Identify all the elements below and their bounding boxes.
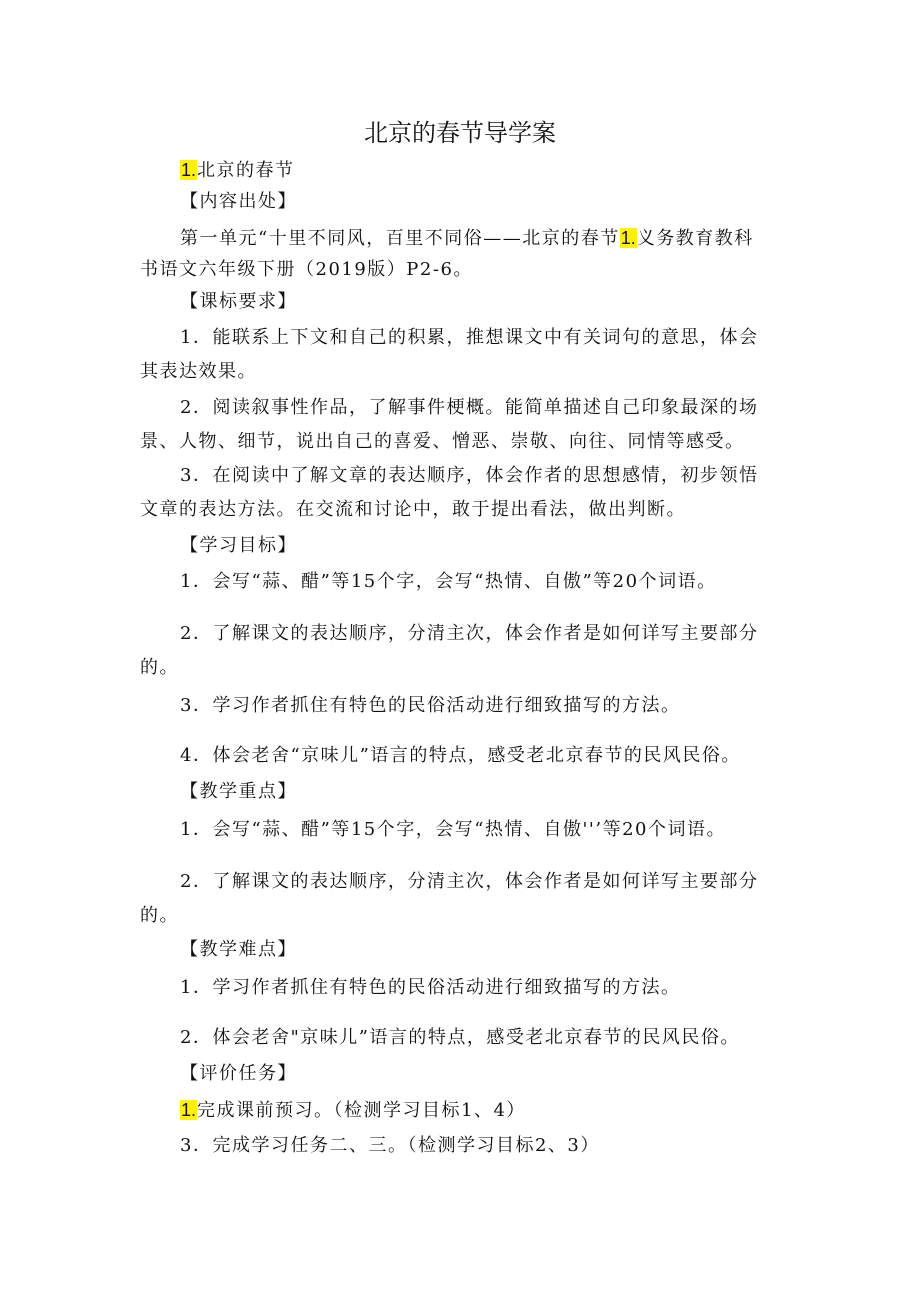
difficulties-heading: 【教学难点】 <box>180 939 297 960</box>
key-point-1: 1．会写“蒜、醋”等15个字，会写“热情、自傲''’等20个词语。 <box>180 819 726 840</box>
source-line-1-a: 第一单元“十里不同风，百里不同俗——北京的春节 <box>180 228 620 249</box>
key-points-heading: 【教学重点】 <box>180 781 297 802</box>
standards-heading: 【课标要求】 <box>180 291 297 312</box>
source-line-2: 书语文六年级下册（2019版）P2-6。 <box>140 259 473 280</box>
difficulty-1: 1．学习作者抓住有特色的民俗活动进行细致描写的方法。 <box>180 977 681 998</box>
key-point-2-line-1: 2．了解课文的表达顺序，分清主次，体会作者是如何详写主要部分 <box>180 871 759 892</box>
lesson-heading-text: 北京的春节 <box>197 160 295 181</box>
objective-2-line-1: 2．了解课文的表达顺序，分清主次，体会作者是如何详写主要部分 <box>180 623 759 644</box>
evaluation-number-highlight: 1. <box>181 1100 197 1120</box>
page-title: 北京的春节导学案 <box>364 119 556 147</box>
objective-3: 3．学习作者抓住有特色的民俗活动进行细致描写的方法。 <box>180 695 681 716</box>
key-point-2-line-2: 的。 <box>140 905 179 926</box>
standard-1-line-1: 1．能联系上下文和自己的积累，推想课文中有关词句的意思，体会 <box>180 327 759 348</box>
objective-4: 4．体会老舍“京味儿”语言的特点，感受老北京春节的民风民俗。 <box>180 745 741 766</box>
evaluation-item-2: 3．完成学习任务二、三。（检测学习目标2、3） <box>180 1135 600 1156</box>
evaluation-heading: 【评价任务】 <box>180 1063 297 1084</box>
source-heading: 【内容出处】 <box>180 191 297 212</box>
standard-2-line-2: 景、人物、细节，说出自己的喜爱、憎恶、崇敬、向往、同情等感受。 <box>140 431 745 452</box>
difficulty-2: 2．体会老舍"京味儿”语言的特点，感受老北京春节的民风民俗。 <box>180 1027 740 1048</box>
source-line-1 <box>180 226 754 251</box>
standard-3-line-1: 3．在阅读中了解文章的表达顺序，体会作者的思想感情，初步领悟 <box>180 465 759 486</box>
source-line-1-b: 义务教育教科 <box>636 228 754 249</box>
standard-3-line-2: 文章的表达方法。在交流和讨论中，敢于提出看法，做出判断。 <box>140 499 686 520</box>
lesson-heading <box>180 158 295 183</box>
lesson-number-highlight: 1. <box>181 160 197 180</box>
evaluation-item-1-text: 完成课前预习。（检测学习目标1、4） <box>197 1100 526 1121</box>
standard-1-line-2: 其表达效果。 <box>140 361 257 382</box>
standard-2-line-1: 2．阅读叙事性作品，了解事件梗概。能简单描述自己印象最深的场 <box>180 397 759 418</box>
evaluation-item-1 <box>180 1098 526 1123</box>
objective-1: 1．会写“蒜、醋”等15个字，会写“热情、自傲”等20个词语。 <box>180 571 717 592</box>
objective-2-line-2: 的。 <box>140 657 179 678</box>
source-number-highlight: 1. <box>620 228 636 248</box>
objectives-heading: 【学习目标】 <box>180 535 297 556</box>
